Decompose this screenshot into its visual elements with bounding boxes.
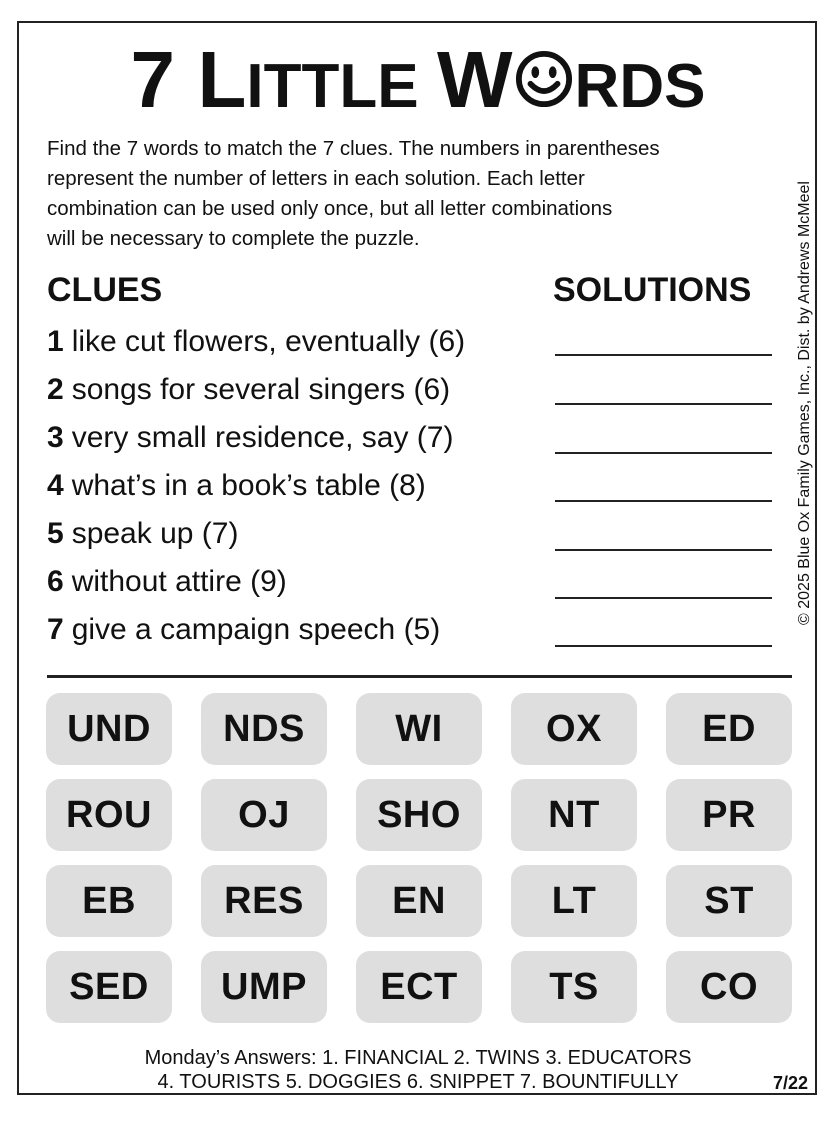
title-little-initial: L — [197, 35, 247, 124]
letter-tile[interactable]: WI — [356, 693, 482, 765]
letter-tile[interactable]: ST — [666, 865, 792, 937]
clue-text: speak up (7) — [71, 517, 239, 550]
letter-tile[interactable]: SHO — [356, 779, 482, 851]
letter-tile[interactable]: ED — [666, 693, 792, 765]
letter-tile[interactable]: RES — [201, 865, 327, 937]
clue-number: 4 — [47, 469, 64, 502]
title-digit: 7 — [130, 35, 176, 124]
instructions — [47, 134, 797, 254]
clue-row — [47, 564, 287, 600]
solution-blank-6[interactable] — [555, 597, 772, 599]
letter-tile[interactable]: CO — [666, 951, 792, 1023]
clue-number: 7 — [47, 613, 64, 646]
solution-blank-7[interactable] — [555, 645, 772, 647]
clue-text: give a campaign speech (5) — [71, 613, 441, 646]
clue-number: 6 — [47, 565, 64, 598]
letter-tile[interactable]: NT — [511, 779, 637, 851]
clue-row — [47, 612, 440, 648]
letter-tile[interactable]: PR — [666, 779, 792, 851]
clue-text: songs for several singers (6) — [71, 373, 451, 406]
letter-tile[interactable]: UND — [46, 693, 172, 765]
letter-tile[interactable]: OJ — [201, 779, 327, 851]
solution-blank-1[interactable] — [555, 354, 772, 356]
letter-tile[interactable]: SED — [46, 951, 172, 1023]
instruction-line: represent the number of letters in each solution. Each letter — [47, 167, 585, 190]
copyright-notice: © 2025 Blue Ox Family Games, Inc., Dist. by Andrews McMeel — [796, 181, 813, 625]
clues-heading: CLUES — [47, 271, 163, 309]
letter-tile[interactable]: UMP — [201, 951, 327, 1023]
clue-text: without attire (9) — [71, 565, 287, 598]
clue-row — [47, 468, 426, 504]
clue-number: 2 — [47, 373, 64, 406]
clue-row — [47, 420, 453, 456]
section-divider — [47, 675, 792, 678]
solution-blank-3[interactable] — [555, 452, 772, 454]
letter-tile[interactable]: LT — [511, 865, 637, 937]
letter-tile[interactable]: ECT — [356, 951, 482, 1023]
previous-answers-line-1: Monday’s Answers: 1. FINANCIAL 2. TWINS 3. EDUCATORS — [144, 1047, 692, 1069]
clue-number: 5 — [47, 517, 64, 550]
clue-number: 1 — [47, 325, 64, 358]
letter-tile[interactable]: ROU — [46, 779, 172, 851]
instruction-line: combination can be used only once, but all letter combinations — [47, 197, 613, 220]
title-words-initial: W — [437, 35, 513, 124]
solution-blank-2[interactable] — [555, 403, 772, 405]
instruction-line: Find the 7 words to match the 7 clues. The numbers in parentheses — [47, 137, 660, 160]
puzzle-title — [0, 35, 836, 124]
clue-row — [47, 372, 450, 408]
letter-tile[interactable]: EB — [46, 865, 172, 937]
clue-row — [47, 324, 465, 360]
puzzle-date: 7/22 — [773, 1073, 809, 1093]
title-little-rest: ITTLE — [246, 52, 419, 121]
solution-blank-5[interactable] — [555, 549, 772, 551]
clue-text: what’s in a book’s table (8) — [71, 469, 426, 502]
solution-blank-4[interactable] — [555, 500, 772, 502]
clue-text: like cut flowers, eventually (6) — [71, 325, 466, 358]
smiley-face-icon — [515, 50, 573, 108]
letter-tile[interactable]: EN — [356, 865, 482, 937]
clue-number: 3 — [47, 421, 64, 454]
solutions-heading: SOLUTIONS — [553, 271, 752, 309]
clue-row — [47, 516, 238, 552]
letter-tile[interactable]: TS — [511, 951, 637, 1023]
previous-answers-line-2: 4. TOURISTS 5. DOGGIES 6. SNIPPET 7. BOUNTIFULLY — [157, 1071, 679, 1093]
instruction-line: will be necessary to complete the puzzle. — [47, 227, 420, 250]
title-words-rest: RDS — [574, 52, 706, 121]
letter-tile[interactable]: NDS — [201, 693, 327, 765]
letter-tile[interactable]: OX — [511, 693, 637, 765]
clue-text: very small residence, say (7) — [71, 421, 454, 454]
